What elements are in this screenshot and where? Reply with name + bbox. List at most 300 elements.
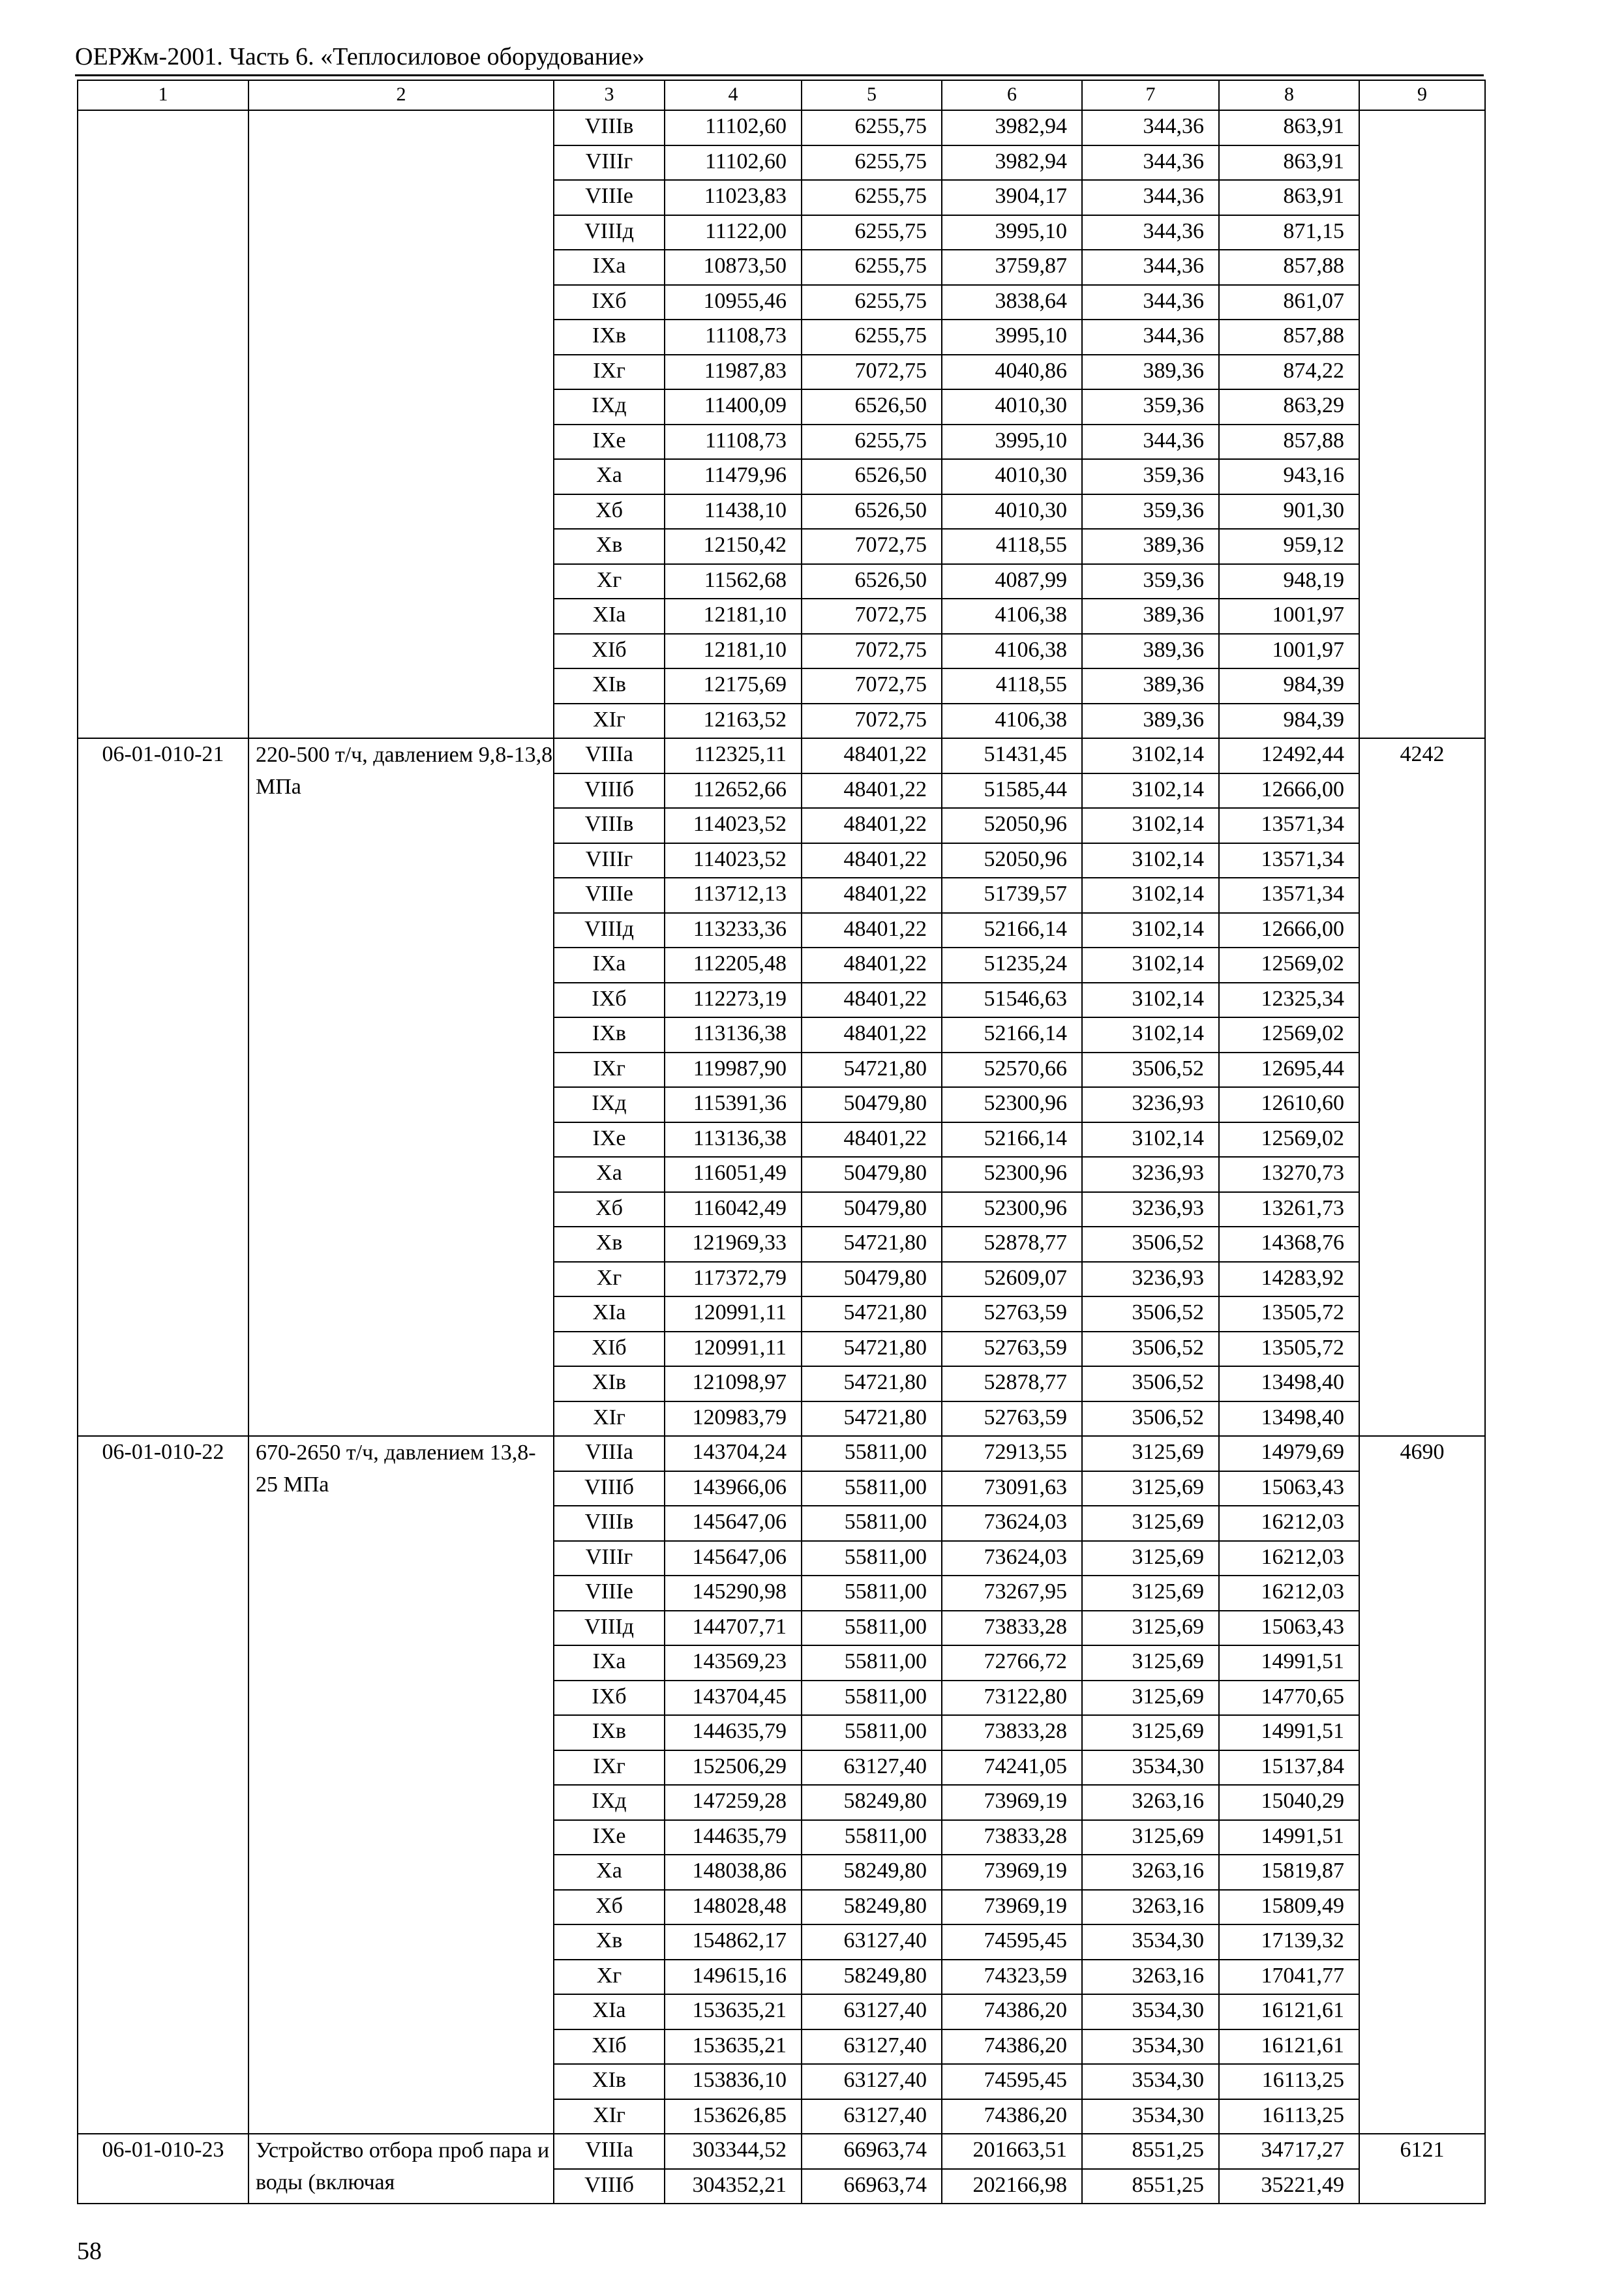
page-footer xyxy=(77,2234,102,2269)
value-cell: 4087,99 xyxy=(942,564,1082,599)
value-cell: 16113,25 xyxy=(1219,2064,1359,2099)
value-cell: 389,36 xyxy=(1082,599,1219,634)
zone-cell: VIIIе xyxy=(554,180,665,215)
zone-cell: XIг xyxy=(554,704,665,739)
value-cell: 13261,73 xyxy=(1219,1192,1359,1227)
value-cell: 11122,00 xyxy=(665,215,802,250)
value-cell: 13270,73 xyxy=(1219,1157,1359,1192)
value-cell: 4118,55 xyxy=(942,668,1082,704)
value-cell: 50479,80 xyxy=(802,1192,942,1227)
value-cell: 6255,75 xyxy=(802,110,942,145)
value-cell: 11438,10 xyxy=(665,494,802,530)
item-code xyxy=(78,110,248,738)
zone-cell: VIIIа xyxy=(554,2134,665,2169)
column-header: 4 xyxy=(665,80,802,110)
value-cell: 58249,80 xyxy=(802,1890,942,1925)
zone-cell: XIб xyxy=(554,634,665,669)
value-cell: 12666,00 xyxy=(1219,913,1359,948)
zone-cell: VIIIг xyxy=(554,1541,665,1576)
column-header: 5 xyxy=(802,80,942,110)
value-cell: 15809,49 xyxy=(1219,1890,1359,1925)
value-cell: 3102,14 xyxy=(1082,913,1219,948)
value-cell: 119987,90 xyxy=(665,1053,802,1088)
value-cell: 54721,80 xyxy=(802,1401,942,1437)
value-cell: 10955,46 xyxy=(665,285,802,320)
value-cell: 6255,75 xyxy=(802,180,942,215)
value-cell: 359,36 xyxy=(1082,564,1219,599)
value-cell: 12492,44 xyxy=(1219,738,1359,773)
value-cell: 3102,14 xyxy=(1082,808,1219,843)
column-header-row xyxy=(78,80,1485,110)
zone-cell: IXв xyxy=(554,320,665,355)
value-cell: 143569,23 xyxy=(665,1645,802,1681)
value-cell: 66963,74 xyxy=(802,2134,942,2169)
value-cell: 52609,07 xyxy=(942,1262,1082,1297)
value-cell: 35221,49 xyxy=(1219,2169,1359,2204)
value-cell: 52300,96 xyxy=(942,1157,1082,1192)
value-cell: 114023,52 xyxy=(665,808,802,843)
value-cell: 3995,10 xyxy=(942,425,1082,460)
zone-cell: XIб xyxy=(554,2029,665,2065)
value-cell: 3125,69 xyxy=(1082,1715,1219,1750)
value-cell: 48401,22 xyxy=(802,1017,942,1053)
value-cell: 3125,69 xyxy=(1082,1611,1219,1646)
value-cell: 55811,00 xyxy=(802,1506,942,1541)
value-cell: 6255,75 xyxy=(802,285,942,320)
value-cell: 66963,74 xyxy=(802,2169,942,2204)
value-cell: 145647,06 xyxy=(665,1541,802,1576)
value-cell: 959,12 xyxy=(1219,529,1359,564)
value-cell: 344,36 xyxy=(1082,180,1219,215)
value-cell: 112652,66 xyxy=(665,773,802,809)
value-cell: 52050,96 xyxy=(942,808,1082,843)
column-header: 6 xyxy=(942,80,1082,110)
value-cell: 7072,75 xyxy=(802,355,942,390)
value-cell: 51431,45 xyxy=(942,738,1082,773)
value-cell: 34717,27 xyxy=(1219,2134,1359,2169)
value-cell: 14991,51 xyxy=(1219,1645,1359,1681)
value-cell: 11479,96 xyxy=(665,459,802,494)
value-cell: 3236,93 xyxy=(1082,1087,1219,1122)
value-cell: 863,91 xyxy=(1219,180,1359,215)
value-cell: 3506,52 xyxy=(1082,1227,1219,1262)
value-cell: 303344,52 xyxy=(665,2134,802,2169)
value-cell: 143704,45 xyxy=(665,1681,802,1716)
value-cell: 6255,75 xyxy=(802,250,942,285)
value-cell: 3534,30 xyxy=(1082,1924,1219,1960)
column-header: 2 xyxy=(248,80,554,110)
value-cell: 55811,00 xyxy=(802,1471,942,1506)
value-cell: 12610,60 xyxy=(1219,1087,1359,1122)
value-cell: 153836,10 xyxy=(665,2064,802,2099)
value-cell: 113136,38 xyxy=(665,1017,802,1053)
value-cell: 115391,36 xyxy=(665,1087,802,1122)
value-cell: 202166,98 xyxy=(942,2169,1082,2204)
value-cell: 73969,19 xyxy=(942,1855,1082,1890)
value-cell: 901,30 xyxy=(1219,494,1359,530)
value-cell: 48401,22 xyxy=(802,843,942,878)
value-cell: 112325,11 xyxy=(665,738,802,773)
zone-cell: Xа xyxy=(554,459,665,494)
value-cell: 63127,40 xyxy=(802,1924,942,1960)
zone-cell: XIв xyxy=(554,2064,665,2099)
zone-cell: XIа xyxy=(554,599,665,634)
table-row xyxy=(78,2134,1485,2169)
value-cell: 344,36 xyxy=(1082,320,1219,355)
value-cell: 857,88 xyxy=(1219,320,1359,355)
value-cell: 984,39 xyxy=(1219,668,1359,704)
value-cell: 389,36 xyxy=(1082,668,1219,704)
value-cell: 145647,06 xyxy=(665,1506,802,1541)
zone-cell: XIг xyxy=(554,2099,665,2134)
value-cell: 3263,16 xyxy=(1082,1855,1219,1890)
value-cell: 3102,14 xyxy=(1082,1122,1219,1158)
value-cell: 14991,51 xyxy=(1219,1715,1359,1750)
zone-cell: IXе xyxy=(554,1122,665,1158)
value-cell: 113136,38 xyxy=(665,1122,802,1158)
column-9-value: 4690 xyxy=(1359,1436,1485,2134)
value-cell: 52763,59 xyxy=(942,1401,1082,1437)
value-cell: 55811,00 xyxy=(802,1645,942,1681)
value-cell: 6526,50 xyxy=(802,389,942,425)
value-cell: 3102,14 xyxy=(1082,773,1219,809)
zone-cell: VIIIг xyxy=(554,145,665,181)
item-description: 670-2650 т/ч, давлением 13,8-25 МПа xyxy=(248,1436,554,2134)
value-cell: 55811,00 xyxy=(802,1541,942,1576)
zone-cell: IXд xyxy=(554,389,665,425)
value-cell: 874,22 xyxy=(1219,355,1359,390)
value-cell: 55811,00 xyxy=(802,1820,942,1855)
value-cell: 11562,68 xyxy=(665,564,802,599)
value-cell: 3125,69 xyxy=(1082,1541,1219,1576)
value-cell: 4010,30 xyxy=(942,389,1082,425)
value-cell: 54721,80 xyxy=(802,1053,942,1088)
value-cell: 72766,72 xyxy=(942,1645,1082,1681)
zone-cell: IXе xyxy=(554,425,665,460)
value-cell: 14368,76 xyxy=(1219,1227,1359,1262)
zone-cell: VIIIг xyxy=(554,843,665,878)
value-cell: 48401,22 xyxy=(802,773,942,809)
value-cell: 13505,72 xyxy=(1219,1296,1359,1332)
table-row xyxy=(78,738,1485,773)
value-cell: 7072,75 xyxy=(802,704,942,739)
value-cell: 4106,38 xyxy=(942,599,1082,634)
column-9-value xyxy=(1359,110,1485,738)
value-cell: 52166,14 xyxy=(942,1122,1082,1158)
value-cell: 3506,52 xyxy=(1082,1366,1219,1401)
value-cell: 63127,40 xyxy=(802,2029,942,2065)
value-cell: 3125,69 xyxy=(1082,1436,1219,1471)
zone-cell: IXг xyxy=(554,1750,665,1786)
value-cell: 58249,80 xyxy=(802,1855,942,1890)
value-cell: 11023,83 xyxy=(665,180,802,215)
value-cell: 55811,00 xyxy=(802,1715,942,1750)
value-cell: 73833,28 xyxy=(942,1715,1082,1750)
value-cell: 73969,19 xyxy=(942,1890,1082,1925)
zone-cell: Xа xyxy=(554,1855,665,1890)
value-cell: 48401,22 xyxy=(802,948,942,983)
page-number: 58 xyxy=(77,2237,102,2265)
zone-cell: VIIIб xyxy=(554,1471,665,1506)
zone-cell: VIIIв xyxy=(554,1506,665,1541)
zone-cell: IXг xyxy=(554,355,665,390)
value-cell: 16113,25 xyxy=(1219,2099,1359,2134)
zone-cell: IXб xyxy=(554,285,665,320)
zone-cell: XIа xyxy=(554,1994,665,2029)
table-body xyxy=(78,80,1485,2204)
value-cell: 11108,73 xyxy=(665,320,802,355)
value-cell: 15063,43 xyxy=(1219,1471,1359,1506)
value-cell: 6526,50 xyxy=(802,459,942,494)
value-cell: 48401,22 xyxy=(802,878,942,913)
value-cell: 7072,75 xyxy=(802,668,942,704)
value-cell: 3534,30 xyxy=(1082,2064,1219,2099)
value-cell: 8551,25 xyxy=(1082,2134,1219,2169)
value-cell: 7072,75 xyxy=(802,599,942,634)
value-cell: 52570,66 xyxy=(942,1053,1082,1088)
value-cell: 73969,19 xyxy=(942,1785,1082,1820)
value-cell: 12181,10 xyxy=(665,634,802,669)
zone-cell: Xв xyxy=(554,1227,665,1262)
value-cell: 6526,50 xyxy=(802,494,942,530)
value-cell: 55811,00 xyxy=(802,1611,942,1646)
value-cell: 863,91 xyxy=(1219,110,1359,145)
value-cell: 112205,48 xyxy=(665,948,802,983)
value-cell: 54721,80 xyxy=(802,1296,942,1332)
value-cell: 13571,34 xyxy=(1219,808,1359,843)
value-cell: 13498,40 xyxy=(1219,1401,1359,1437)
value-cell: 11108,73 xyxy=(665,425,802,460)
value-cell: 4010,30 xyxy=(942,459,1082,494)
value-cell: 63127,40 xyxy=(802,1994,942,2029)
value-cell: 48401,22 xyxy=(802,1122,942,1158)
value-cell: 4118,55 xyxy=(942,529,1082,564)
value-cell: 3506,52 xyxy=(1082,1332,1219,1367)
value-cell: 148038,86 xyxy=(665,1855,802,1890)
value-cell: 6526,50 xyxy=(802,564,942,599)
zone-cell: Xг xyxy=(554,1960,665,1995)
zone-cell: IXг xyxy=(554,1053,665,1088)
value-cell: 6255,75 xyxy=(802,215,942,250)
value-cell: 54721,80 xyxy=(802,1366,942,1401)
value-cell: 4010,30 xyxy=(942,494,1082,530)
value-cell: 4106,38 xyxy=(942,634,1082,669)
value-cell: 3125,69 xyxy=(1082,1576,1219,1611)
value-cell: 52878,77 xyxy=(942,1366,1082,1401)
value-cell: 359,36 xyxy=(1082,389,1219,425)
value-cell: 113233,36 xyxy=(665,913,802,948)
zone-cell: VIIIд xyxy=(554,215,665,250)
value-cell: 144707,71 xyxy=(665,1611,802,1646)
value-cell: 152506,29 xyxy=(665,1750,802,1786)
value-cell: 3506,52 xyxy=(1082,1296,1219,1332)
value-cell: 63127,40 xyxy=(802,2064,942,2099)
value-cell: 12569,02 xyxy=(1219,1017,1359,1053)
value-cell: 74323,59 xyxy=(942,1960,1082,1995)
value-cell: 117372,79 xyxy=(665,1262,802,1297)
zone-cell: XIа xyxy=(554,1296,665,1332)
value-cell: 74241,05 xyxy=(942,1750,1082,1786)
item-description xyxy=(248,110,554,738)
value-cell: 15137,84 xyxy=(1219,1750,1359,1786)
value-cell: 389,36 xyxy=(1082,355,1219,390)
document-title: ОЕРЖм-2001. Часть 6. «Теплосиловое оборудование» xyxy=(75,43,645,70)
value-cell: 15819,87 xyxy=(1219,1855,1359,1890)
value-cell: 3102,14 xyxy=(1082,738,1219,773)
zone-cell: VIIIб xyxy=(554,2169,665,2204)
value-cell: 3263,16 xyxy=(1082,1960,1219,1995)
column-9-value: 6121 xyxy=(1359,2134,1485,2204)
value-cell: 73624,03 xyxy=(942,1506,1082,1541)
column-header: 9 xyxy=(1359,80,1485,110)
value-cell: 48401,22 xyxy=(802,808,942,843)
value-cell: 3125,69 xyxy=(1082,1820,1219,1855)
value-cell: 359,36 xyxy=(1082,494,1219,530)
value-cell: 153635,21 xyxy=(665,2029,802,2065)
value-cell: 73122,80 xyxy=(942,1681,1082,1716)
value-cell: 54721,80 xyxy=(802,1227,942,1262)
value-cell: 6255,75 xyxy=(802,145,942,181)
value-cell: 16212,03 xyxy=(1219,1576,1359,1611)
value-cell: 13571,34 xyxy=(1219,843,1359,878)
value-cell: 13505,72 xyxy=(1219,1332,1359,1367)
value-cell: 3838,64 xyxy=(942,285,1082,320)
value-cell: 113712,13 xyxy=(665,878,802,913)
zone-cell: Xв xyxy=(554,529,665,564)
value-cell: 50479,80 xyxy=(802,1262,942,1297)
value-cell: 52300,96 xyxy=(942,1087,1082,1122)
zone-cell: IXе xyxy=(554,1820,665,1855)
value-cell: 863,91 xyxy=(1219,145,1359,181)
value-cell: 16212,03 xyxy=(1219,1541,1359,1576)
value-cell: 120983,79 xyxy=(665,1401,802,1437)
table-row xyxy=(78,110,1485,145)
value-cell: 52166,14 xyxy=(942,1017,1082,1053)
value-cell: 344,36 xyxy=(1082,285,1219,320)
value-cell: 15063,43 xyxy=(1219,1611,1359,1646)
value-cell: 52878,77 xyxy=(942,1227,1082,1262)
column-header: 8 xyxy=(1219,80,1359,110)
zone-cell: Xб xyxy=(554,1890,665,1925)
value-cell: 11102,60 xyxy=(665,145,802,181)
zone-cell: XIг xyxy=(554,1401,665,1437)
value-cell: 3534,30 xyxy=(1082,1750,1219,1786)
value-cell: 3125,69 xyxy=(1082,1471,1219,1506)
value-cell: 943,16 xyxy=(1219,459,1359,494)
zone-cell: IXа xyxy=(554,948,665,983)
column-9-value: 4242 xyxy=(1359,738,1485,1436)
zone-cell: IXб xyxy=(554,983,665,1018)
value-cell: 48401,22 xyxy=(802,983,942,1018)
value-cell: 17139,32 xyxy=(1219,1924,1359,1960)
value-cell: 304352,21 xyxy=(665,2169,802,2204)
zone-cell: XIв xyxy=(554,1366,665,1401)
value-cell: 17041,77 xyxy=(1219,1960,1359,1995)
value-cell: 3904,17 xyxy=(942,180,1082,215)
value-cell: 3236,93 xyxy=(1082,1262,1219,1297)
value-cell: 55811,00 xyxy=(802,1436,942,1471)
value-cell: 74386,20 xyxy=(942,1994,1082,2029)
value-cell: 114023,52 xyxy=(665,843,802,878)
value-cell: 12181,10 xyxy=(665,599,802,634)
value-cell: 344,36 xyxy=(1082,425,1219,460)
value-cell: 147259,28 xyxy=(665,1785,802,1820)
value-cell: 148028,48 xyxy=(665,1890,802,1925)
value-cell: 120991,11 xyxy=(665,1332,802,1367)
value-cell: 48401,22 xyxy=(802,913,942,948)
column-header: 7 xyxy=(1082,80,1219,110)
value-cell: 857,88 xyxy=(1219,250,1359,285)
value-cell: 58249,80 xyxy=(802,1960,942,1995)
value-cell: 11102,60 xyxy=(665,110,802,145)
zone-cell: VIIIд xyxy=(554,1611,665,1646)
value-cell: 73833,28 xyxy=(942,1611,1082,1646)
value-cell: 50479,80 xyxy=(802,1157,942,1192)
zone-cell: VIIIв xyxy=(554,808,665,843)
value-cell: 14283,92 xyxy=(1219,1262,1359,1297)
value-cell: 3759,87 xyxy=(942,250,1082,285)
value-cell: 74386,20 xyxy=(942,2029,1082,2065)
value-cell: 12695,44 xyxy=(1219,1053,1359,1088)
value-cell: 3995,10 xyxy=(942,320,1082,355)
value-cell: 51546,63 xyxy=(942,983,1082,1018)
value-cell: 55811,00 xyxy=(802,1681,942,1716)
value-cell: 14979,69 xyxy=(1219,1436,1359,1471)
value-cell: 63127,40 xyxy=(802,2099,942,2134)
value-cell: 6255,75 xyxy=(802,320,942,355)
value-cell: 16212,03 xyxy=(1219,1506,1359,1541)
value-cell: 3982,94 xyxy=(942,145,1082,181)
value-cell: 154862,17 xyxy=(665,1924,802,1960)
value-cell: 74595,45 xyxy=(942,1924,1082,1960)
value-cell: 344,36 xyxy=(1082,250,1219,285)
zone-cell: Xа xyxy=(554,1157,665,1192)
value-cell: 3506,52 xyxy=(1082,1401,1219,1437)
value-cell: 10873,50 xyxy=(665,250,802,285)
value-cell: 12163,52 xyxy=(665,704,802,739)
value-cell: 3236,93 xyxy=(1082,1157,1219,1192)
value-cell: 3102,14 xyxy=(1082,1017,1219,1053)
value-cell: 871,15 xyxy=(1219,215,1359,250)
value-cell: 12150,42 xyxy=(665,529,802,564)
value-cell: 3125,69 xyxy=(1082,1506,1219,1541)
value-cell: 4040,86 xyxy=(942,355,1082,390)
value-cell: 52166,14 xyxy=(942,913,1082,948)
value-cell: 12666,00 xyxy=(1219,773,1359,809)
zone-cell: VIIIе xyxy=(554,1576,665,1611)
value-cell: 52300,96 xyxy=(942,1192,1082,1227)
value-cell: 55811,00 xyxy=(802,1576,942,1611)
value-cell: 3125,69 xyxy=(1082,1645,1219,1681)
value-cell: 72913,55 xyxy=(942,1436,1082,1471)
value-cell: 73624,03 xyxy=(942,1541,1082,1576)
value-cell: 14770,65 xyxy=(1219,1681,1359,1716)
value-cell: 145290,98 xyxy=(665,1576,802,1611)
value-cell: 52050,96 xyxy=(942,843,1082,878)
item-description: 220-500 т/ч, давлением 9,8-13,8 МПа xyxy=(248,738,554,1436)
value-cell: 149615,16 xyxy=(665,1960,802,1995)
value-cell: 948,19 xyxy=(1219,564,1359,599)
value-cell: 3102,14 xyxy=(1082,948,1219,983)
zone-cell: VIIIб xyxy=(554,773,665,809)
value-cell: 1001,97 xyxy=(1219,634,1359,669)
value-cell: 3236,93 xyxy=(1082,1192,1219,1227)
zone-cell: IXд xyxy=(554,1785,665,1820)
value-cell: 52763,59 xyxy=(942,1332,1082,1367)
zone-cell: VIIIа xyxy=(554,1436,665,1471)
value-cell: 3982,94 xyxy=(942,110,1082,145)
item-code: 06-01-010-21 xyxy=(78,738,248,1436)
